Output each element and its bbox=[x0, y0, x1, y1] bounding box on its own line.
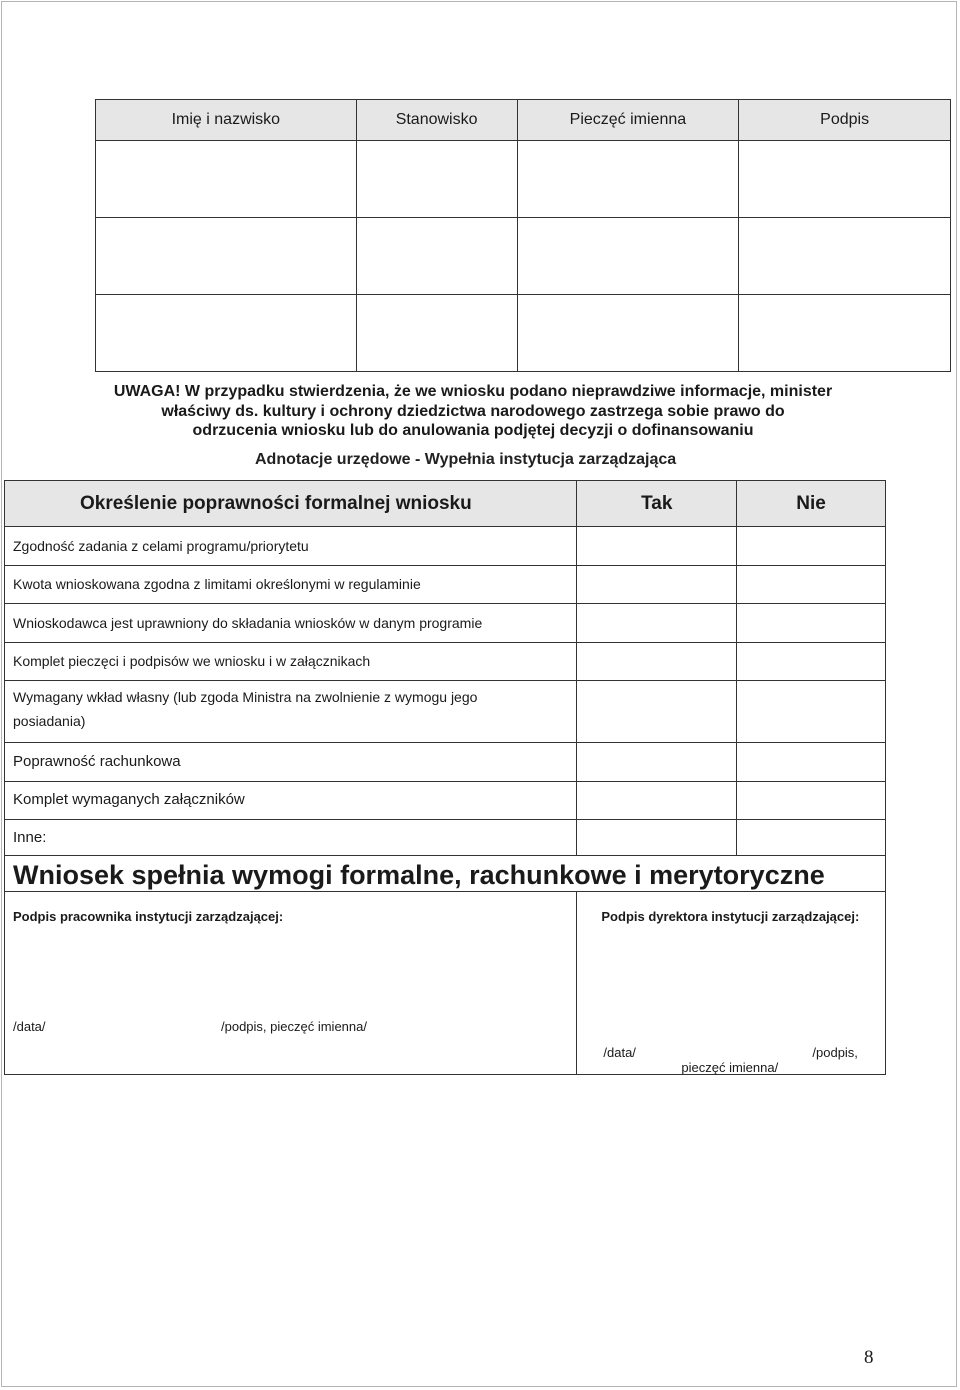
header-yes: Tak bbox=[577, 481, 737, 527]
name-cell[interactable] bbox=[96, 295, 357, 372]
check-label-line-2: posiadania) bbox=[13, 713, 86, 729]
check-row bbox=[5, 565, 886, 604]
yes-cell[interactable] bbox=[577, 681, 737, 743]
check-row bbox=[5, 604, 886, 643]
header-stamp: Pieczęć imienna bbox=[517, 100, 739, 141]
yes-cell[interactable] bbox=[577, 820, 737, 856]
warning-lead: UWAGA! bbox=[113, 383, 181, 400]
signature-row bbox=[96, 141, 951, 218]
warning-line-2: właściwy ds. kultury i ochrony dziedzictwa narodowego zastrzega sobie prawo do bbox=[161, 402, 785, 420]
employee-signature-cell[interactable] bbox=[5, 892, 577, 1075]
position-cell[interactable] bbox=[356, 295, 517, 372]
employee-stamp-label: /podpis, pieczęć imienna/ bbox=[221, 1019, 367, 1034]
check-label: Wnioskodawca jest uprawniony do składania wniosków w danym programie bbox=[5, 604, 577, 643]
director-signature-cell[interactable] bbox=[577, 892, 886, 1075]
header-signature: Podpis bbox=[739, 100, 951, 141]
name-cell[interactable] bbox=[96, 218, 357, 295]
header-name: Imię i nazwisko bbox=[96, 100, 357, 141]
director-stamp-label: pieczęć imienna/ bbox=[681, 1060, 779, 1075]
other-label: Inne: bbox=[5, 820, 577, 856]
no-cell[interactable] bbox=[737, 642, 886, 681]
check-row bbox=[5, 681, 886, 743]
signature-cell[interactable] bbox=[739, 218, 951, 295]
check-table-header bbox=[5, 481, 886, 527]
formal-check-table bbox=[4, 480, 886, 1075]
conclusion-text: Wniosek spełnia wymogi formalne, rachunkowe i merytoryczne bbox=[5, 856, 886, 892]
annotation-heading: Adnotacje urzędowe - Wypełnia instytucja zarządzająca bbox=[255, 451, 677, 468]
position-cell[interactable] bbox=[356, 218, 517, 295]
header-no: Nie bbox=[737, 481, 886, 527]
check-row bbox=[5, 527, 886, 566]
no-cell[interactable] bbox=[737, 681, 886, 743]
director-date-label: /data/ bbox=[603, 1045, 636, 1060]
check-label: Komplet wymaganych załączników bbox=[5, 781, 577, 820]
signature-cell[interactable] bbox=[739, 295, 951, 372]
signature-table bbox=[95, 99, 951, 372]
no-cell[interactable] bbox=[737, 820, 886, 856]
check-row bbox=[5, 642, 886, 681]
director-signature-label: /podpis, bbox=[812, 1045, 858, 1060]
header-position: Stanowisko bbox=[356, 100, 517, 141]
signature-row bbox=[96, 218, 951, 295]
signature-cell[interactable] bbox=[739, 141, 951, 218]
signatures-row bbox=[5, 892, 886, 1075]
yes-cell[interactable] bbox=[577, 642, 737, 681]
name-cell[interactable] bbox=[96, 141, 357, 218]
check-label: Poprawność rachunkowa bbox=[5, 743, 577, 782]
signature-table-header bbox=[96, 100, 951, 141]
employee-date-label: /data/ bbox=[13, 1019, 46, 1034]
check-row bbox=[5, 781, 886, 820]
director-signature-title: Podpis dyrektora instytucji zarządzającej: bbox=[601, 909, 860, 924]
no-cell[interactable] bbox=[737, 565, 886, 604]
stamp-cell[interactable] bbox=[517, 141, 739, 218]
header-criteria: Określenie poprawności formalnej wniosku bbox=[5, 481, 577, 527]
stamp-cell[interactable] bbox=[517, 295, 739, 372]
signature-row bbox=[96, 295, 951, 372]
page-number: 8 bbox=[864, 1347, 874, 1368]
yes-cell[interactable] bbox=[577, 565, 737, 604]
no-cell[interactable] bbox=[737, 527, 886, 566]
stamp-cell[interactable] bbox=[517, 218, 739, 295]
warning-line-1-text: W przypadku stwierdzenia, że we wniosku podano nieprawdziwe informacje, minister bbox=[180, 383, 833, 400]
warning-line-1 bbox=[88, 382, 858, 402]
yes-cell[interactable] bbox=[577, 781, 737, 820]
check-label: Komplet pieczęci i podpisów we wniosku i w załącznikach bbox=[5, 642, 577, 681]
check-label-line-1: Wymagany wkład własny (lub zgoda Ministra na zwolnienie z wymogu jego bbox=[13, 689, 478, 705]
yes-cell[interactable] bbox=[577, 743, 737, 782]
yes-cell[interactable] bbox=[577, 604, 737, 643]
no-cell[interactable] bbox=[737, 604, 886, 643]
warning-line-3: odrzucenia wniosku lub do anulowania podjętej decyzji o dofinansowaniu bbox=[192, 422, 754, 439]
employee-signature-title: Podpis pracownika instytucji zarządzającej: bbox=[13, 909, 284, 924]
check-label bbox=[5, 681, 577, 743]
check-label: Zgodność zadania z celami programu/priorytetu bbox=[5, 527, 577, 566]
position-cell[interactable] bbox=[356, 141, 517, 218]
yes-cell[interactable] bbox=[577, 527, 737, 566]
no-cell[interactable] bbox=[737, 743, 886, 782]
no-cell[interactable] bbox=[737, 781, 886, 820]
warning-notice bbox=[88, 382, 858, 441]
conclusion-row bbox=[5, 856, 886, 892]
check-row bbox=[5, 743, 886, 782]
check-row-other bbox=[5, 820, 886, 856]
check-label: Kwota wnioskowana zgodna z limitami określonymi w regulaminie bbox=[5, 565, 577, 604]
